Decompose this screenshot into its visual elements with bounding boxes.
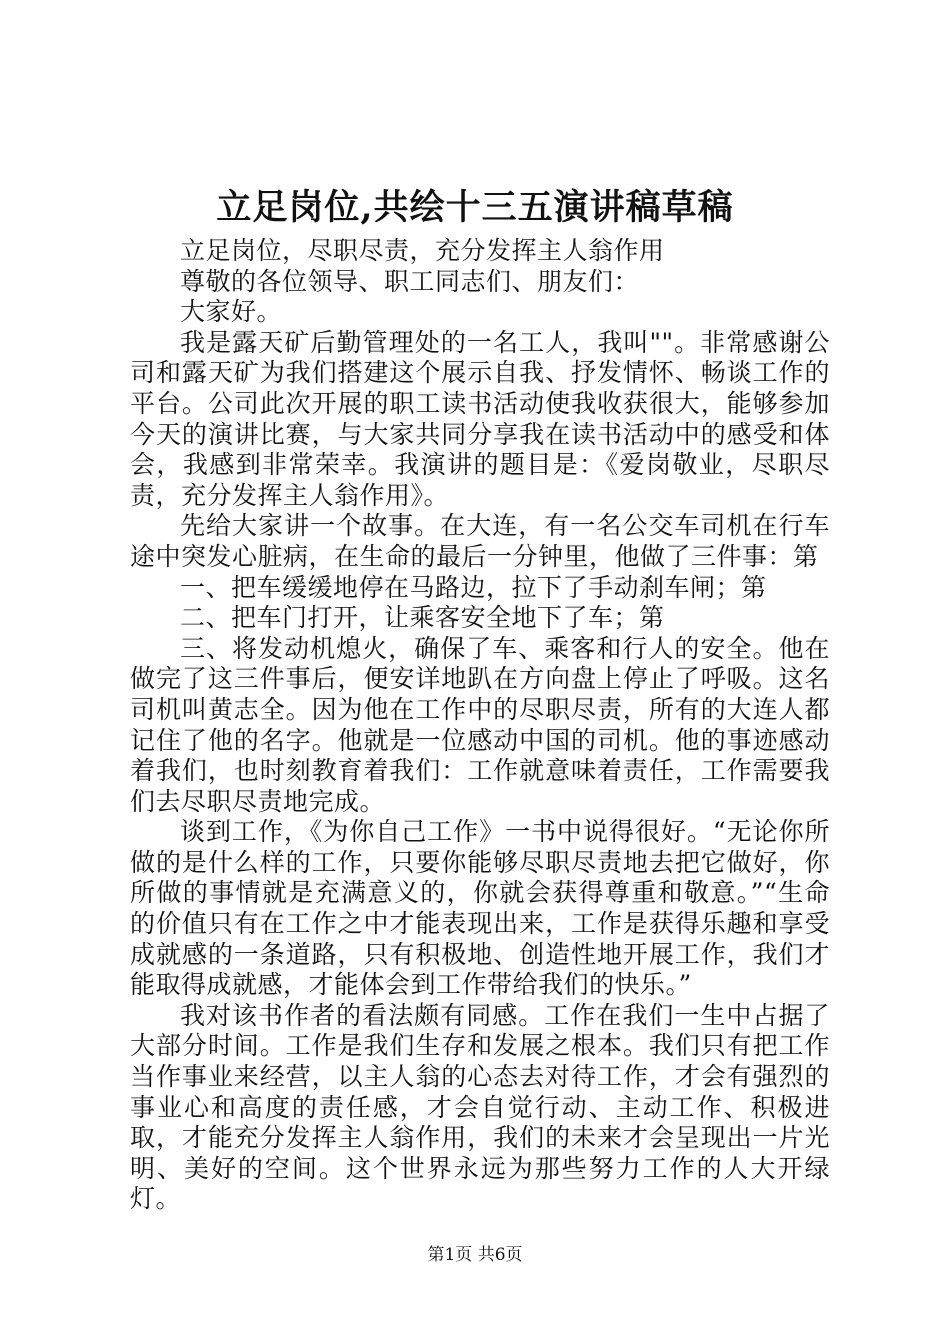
document-body — [130, 236, 830, 1215]
paragraph-story-step-3: 三、将发动机熄火，确保了车、乘客和行人的安全。他在做完了这三件事后，便安详地趴在方向盘上停止了呼吸。这名司机叫黄志全。因为他在工作中的尽职尽责，所有的大连人都记住了他的名字。他就是一位感动中国的司机。他的事迹感动着我们，也时刻教育着我们：工作就意味着责任，工作需要我们去尽职尽责地完成。 — [130, 633, 830, 816]
page-footer: 第1页 共6页 — [427, 1245, 523, 1265]
paragraph-salutation: 尊敬的各位领导、职工同志们、朋友们： — [180, 266, 640, 296]
paragraph-story: 先给大家讲一个故事。在大连，有一名公交车司机在行车途中突发心脏病，在生命的最后一分钟里，他做了三件事：第 — [130, 511, 830, 571]
paragraph-book-quote: 谈到工作，《为你自己工作》一书中说得很好。“无论你所做的是什么样的工作，只要你能够尽职尽责地去把它做好，你所做的事情就是充满意义的，你就会获得尊重和敬意。”“生命的价值只有在工作之中才能表现出来，工作是获得乐趣和享受成就感的一条道路，只有积极地、创造性地开展工作，我们才能取得成就感，才能体会到工作带给我们的快乐。” — [130, 817, 830, 1000]
paragraph-subtitle: 立足岗位，尽职尽责，充分发挥主人翁作用 — [180, 236, 665, 265]
paragraph-introduction: 我是露天矿后勤管理处的一名工人，我叫""。非常感谢公司和露天矿为我们搭建这个展示自我、抒发情怀、畅谈工作的平台。公司此次开展的职工读书活动使我收获很大，能够参加今天的演讲比赛，与大家共同分享我在读书活动中的感受和体会，我感到非常荣幸。我演讲的题目是：《爱岗敬业，尽职尽责，充分发挥主人翁作用》。 — [130, 327, 830, 510]
paragraph-conclusion: 我对该书作者的看法颇有同感。工作在我们一生中占据了大部分时间。工作是我们生存和发展之根本。我们只有把工作当作事业来经营，以主人翁的心态去对待工作，才会有强烈的事业心和高度的责任感，才会自觉行动、主动工作、积极进取，才能充分发挥主人翁作用，我们的未来才会呈现出一片光明、美好的空间。这个世界永远为那些努力工作的人大开绿灯。 — [130, 1000, 830, 1214]
paragraph-story-step-2: 二、把车门打开，让乘客安全地下了车；第 — [180, 603, 665, 633]
paragraph-greeting: 大家好。 — [180, 297, 283, 327]
paragraph-story-step-1: 一、把车缓缓地停在马路边，拉下了手动刹车闸；第 — [180, 572, 767, 602]
document-title: 立足岗位,共绘十三五演讲稿草稿 — [216, 187, 734, 228]
